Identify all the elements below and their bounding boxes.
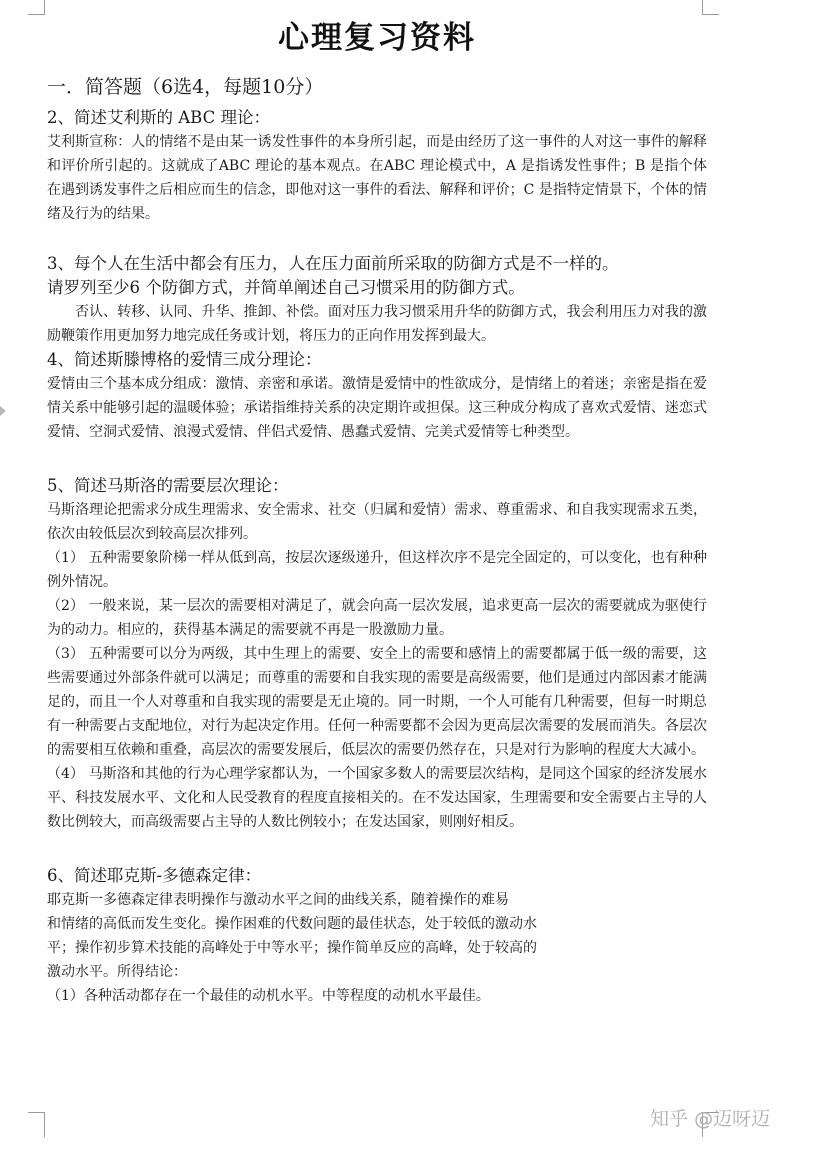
question-3 <box>47 252 707 348</box>
question-2-title: 2、简述艾利斯的 ABC 理论： <box>47 108 270 127</box>
question-6 <box>47 864 707 1008</box>
question-6-title: 6、简述耶克斯-多德森定律： <box>47 866 262 885</box>
page-corner-mark-top-left <box>28 0 45 15</box>
question-6-line-2: 和情绪的高低而发生变化。操作困难的代数问题的最佳状态，处于较低的激动水 <box>47 916 537 932</box>
question-4-answer: 爱情由三个基本成分组成：激情、亲密和承诺。激情是爱情中的性欲成分，是情绪上的着迷；亲密是指在爱情关系中能够引起的温暖体验；承诺指维持关系的决定期许或担保。这三种成分构成了喜欢式爱情、迷恋式爱情、空洞式爱情、浪漫式爱情、伴侣式爱情、愚蠢式爱情、完美式爱情等七种类型。 <box>47 376 707 440</box>
section-title: 一．简答题（6选4，每题10分） <box>47 76 324 98</box>
question-5-item-4: （4） 马斯洛和其他的行为心理学家都认为，一个国家多数人的需要层次结构，是同这个国家的经济发展水平、科技发展水平、文化和人民受教育的程度直接相关的。在不发达国家，生理需要和安全需要占主导的人数比例较大，而高级需要占主导的人数比例较小；在发达国家，则刚好相反。 <box>47 766 707 830</box>
watermark-user: 迈呀迈 <box>713 1108 771 1130</box>
question-5-intro: 马斯洛理论把需求分成生理需求、安全需求、社交（归属和爱情）需求、尊重需求、和自我实现需求五类，依次由较低层次到较高层次排列。 <box>47 502 707 542</box>
question-6-line-3: 平；操作初步算术技能的高峰处于中等水平；操作简单反应的高峰，处于较高的 <box>47 940 537 956</box>
document-title: 心理复习资料 <box>278 20 476 56</box>
watermark-at: @ <box>694 1108 714 1130</box>
question-4-title: 4、简述斯滕博格的爱情三成分理论： <box>47 350 322 369</box>
question-6-item-1: （1）各种活动都存在一个最佳的动机水平。中等程度的动机水平最佳。 <box>47 988 490 1004</box>
question-3-title-line-1: 3、每个人在生活中都会有压力，人在压力面前所采取的防御方式是不一样的。 <box>47 254 619 273</box>
page-corner-mark-bottom-left <box>28 1112 45 1137</box>
question-6-answer <box>47 888 627 984</box>
question-5-item-3: （3） 五种需要可以分为两级，其中生理上的需要、安全上的需要和感情上的需要都属于低一级的需要，这些需要通过外部条件就可以满足；而尊重的需要和自我实现的需要是高级需要，他们是通过内部因素才能满足的，而且一个人对尊重和自我实现的需要是无止境的。同一时期，一个人可能有几种需要，但每一时期总有一种需要占支配地位，对行为起决定作用。任何一种需要都不会因为更高层次需要的发展而消失。各层次的需要相互依赖和重叠，高层次的需要发展后，低层次的需要仍然存在，只是对行为影响的程度大大减小。 <box>47 646 707 758</box>
question-2 <box>47 106 707 226</box>
document-page <box>47 12 707 1008</box>
question-5-item-2: （2） 一般来说，某一层次的需要相对满足了，就会向高一层次发展，追求更高一层次的需要就成为驱使行为的动力。相应的，获得基本满足的需要就不再是一股激励力量。 <box>47 598 707 638</box>
question-2-answer: 艾利斯宣称：人的情绪不是由某一诱发性事件的本身所引起，而是由经历了这一事件的人对这一事件的解释和评价所引起的。这就成了ABC 理论的基本观点。在ABC 理论模式中，A 是指诱发性事件；B 是指个体在遇到诱发事件之后相应而生的信念，即他对这一事件的看法、解释和评价；C 是指特定情景下，个体的情绪及行为的结果。 <box>47 134 707 222</box>
question-6-line-4: 激动水平。所得结论： <box>47 964 187 980</box>
question-3-answer: 否认、转移、认同、升华、推卸、补偿。面对压力我习惯采用升华的防御方式，我会利用压力对我的激励鞭策作用更加努力地完成任务或计划，将压力的正向作用发挥到最大。 <box>47 304 707 344</box>
question-6-line-1: 耶克斯一多德森定律表明操作与激动水平之间的曲线关系，随着操作的难易 <box>47 892 509 908</box>
caret-right-icon <box>0 406 6 416</box>
question-5 <box>47 474 707 834</box>
question-4 <box>47 348 707 444</box>
question-5-item-1: （1） 五种需要象阶梯一样从低到高，按层次逐级递升，但这样次序不是完全固定的，可以变化，也有种种例外情况。 <box>47 550 707 590</box>
question-3-title-line-2: 请罗列至少6 个防御方式，并简单阐述自己习惯采用的防御方式。 <box>47 278 525 297</box>
watermark-site: 知乎 <box>650 1108 689 1130</box>
question-5-title: 5、简述马斯洛的需要层次理论： <box>47 476 289 495</box>
watermark <box>650 1104 770 1131</box>
